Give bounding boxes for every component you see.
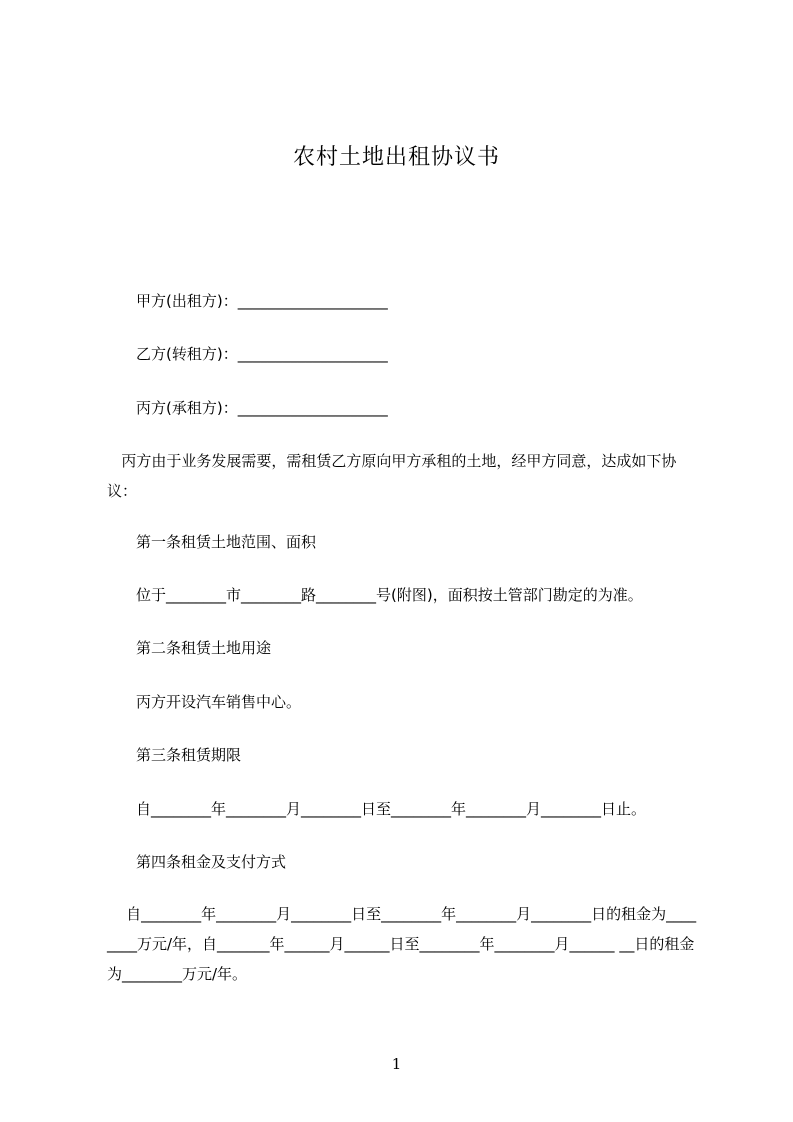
document-title: 农村土地出租协议书 xyxy=(292,145,500,170)
article-4-body: 自________年________月________日至________年________月________日的租金为________万元/年，自_______年______月______日至________年________月______ __日的租金为________万元/年。 xyxy=(107,905,697,983)
page-number: 1 xyxy=(391,1055,402,1073)
article-1-body: 位于________市________路________号(附图)，面积按土管部门勘定的为准。 xyxy=(136,586,643,604)
article-2-body: 丙方开设汽车销售中心。 xyxy=(136,693,302,711)
article-4-heading: 第四条租金及支付方式 xyxy=(136,853,287,871)
party-c-line: 丙方(承租方)：____________________ xyxy=(136,399,388,417)
article-3-heading: 第三条租赁期限 xyxy=(136,746,242,764)
party-a-line: 甲方(出租方)：____________________ xyxy=(136,292,388,310)
party-b-line: 乙方(转租方)：____________________ xyxy=(136,345,388,363)
article-2-heading: 第二条租赁土地用途 xyxy=(136,639,272,657)
preamble-paragraph: 丙方由于业务发展需要，需租赁乙方原向甲方承租的土地，经甲方同意，达成如下协议： xyxy=(107,452,677,500)
article-3-body: 自________年________月________日至________年________月________日止。 xyxy=(136,800,647,818)
article-1-heading: 第一条租赁土地范围、面积 xyxy=(136,533,317,551)
